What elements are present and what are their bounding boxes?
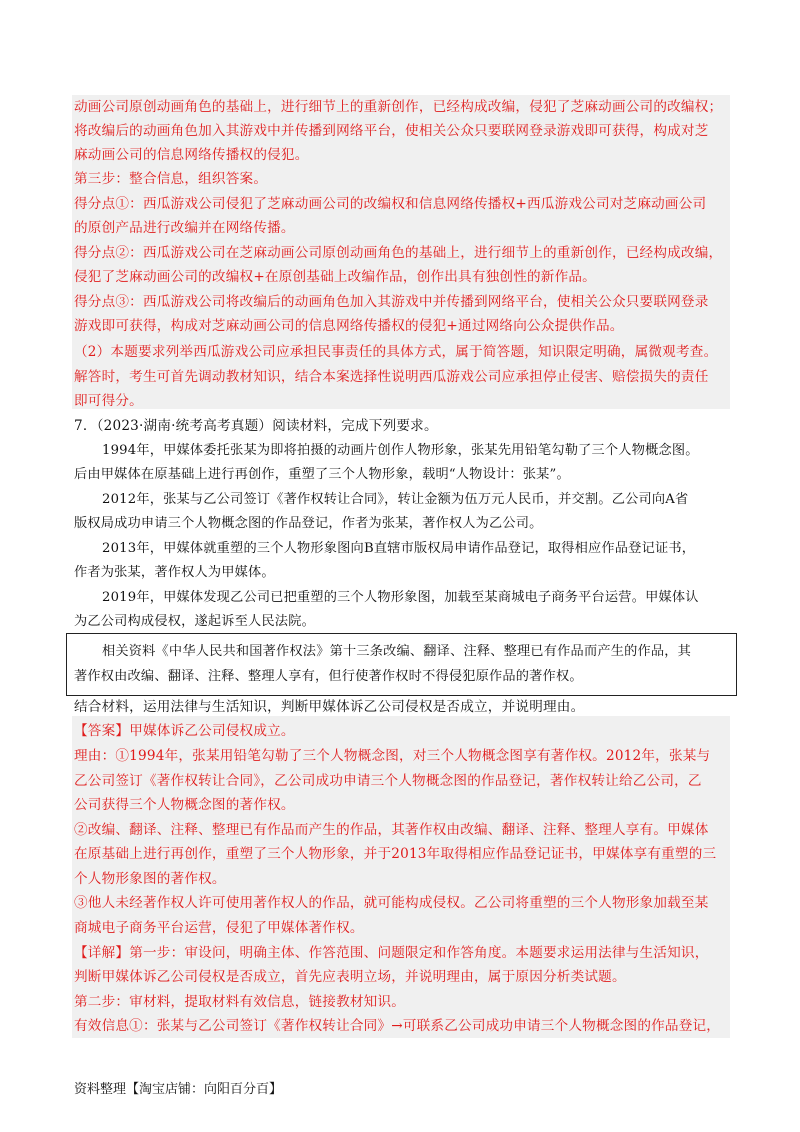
analysis-line: 将改编后的动画角色加入其游戏中并传播到网络平台，使相关公众只要联网登录游戏即可获得，构成对芝: [74, 123, 709, 139]
reason-line: 在原基础上进行再创作，重塑了三个人物形象，并于2013年取得相应作品登记证书，甲媒体享有重塑的三: [74, 846, 717, 862]
reason-line: 个人物形象图的著作权。: [74, 871, 226, 887]
related-material-line: 著作权由改编、翻译、注释、整理人享有，但行使著作权时不得侵犯原作品的著作权。: [74, 669, 583, 684]
analysis-line: 麻动画公司的信息网络传播权的侵犯。: [74, 147, 309, 163]
detail-line: 第二步：审材料，提取材料有效信息，链接教材知识。: [74, 994, 406, 1010]
reason-line: ②改编、翻译、注释、整理已有作品而产生的作品，其著作权由改编、翻译、注释、整理人享有。甲媒体: [74, 822, 709, 838]
reason-line: 理由：①1994年，张某用铅笔勾勒了三个人物概念图，对三个人物概念图享有著作权。2012年，张某与: [74, 748, 711, 764]
analysis-line: 得分点①：西瓜游戏公司侵犯了芝麻动画公司的改编权和信息网络传播权+西瓜游戏公司对芝麻动画公司: [74, 196, 707, 212]
answer-line: [74, 722, 295, 740]
detail-line: 有效信息①：张某与乙公司签订《著作权转让合同》→可联系乙公司成功申请三个人物概念图的作品登记，: [74, 1018, 721, 1034]
analysis-line: 侵犯了芝麻动画公司的改编权+在原创基础上改编作品，创作出具有独创性的新作品。: [74, 269, 596, 285]
analysis-line: 第三步：整合信息，组织答案。: [74, 171, 268, 187]
material-line: 版权局成功申请三个人物概念图的作品登记，作者为张某，著作权人为乙公司。: [74, 516, 543, 531]
detail-text: 第一步：审设问，明确主体、作答范围、问题限定和作答角度。本题要求运用法律与生活知识，: [129, 945, 709, 961]
reason-line: 公司获得三个人物概念图的著作权。: [74, 797, 295, 813]
footer-shop: 【淘宝店铺：向阳百分百】: [126, 1082, 283, 1097]
material-line: 2013年，甲媒体就重塑的三个人物形象图向B直辖市版权局申请作品登记，取得相应作品登记证书，: [102, 541, 696, 556]
page-footer: [74, 1078, 282, 1097]
material-line: 2019年，甲媒体发现乙公司已把重塑的三个人物形象图，加载至某商城电子商务平台运营。甲媒体认: [102, 590, 699, 605]
answer-tag: 【答案】: [74, 723, 130, 739]
analysis-line: 得分点②：西瓜游戏公司在芝麻动画公司原创动画角色的基础上，进行细节上的重新创作，已经构成改编，: [74, 245, 723, 261]
footer-label: 资料整理: [74, 1082, 127, 1097]
question-heading: 7．（2023·湖南·统考高考真题）阅读材料，完成下列要求。: [74, 418, 438, 434]
detail-tag: 【详解】: [74, 945, 130, 961]
analysis-line: （2）本题要求列举西瓜游戏公司应承担民事责任的具体方式，属于简答题，知识限定明确，属微观考查。: [74, 344, 718, 360]
material-line: 为乙公司构成侵权，遂起诉至人民法院。: [74, 614, 315, 629]
analysis-line: 即可得分。: [74, 393, 143, 409]
analysis-line: 游戏即可获得，构成对芝麻动画公司的信息网络传播权的侵犯+通过网络向公众提供作品。: [74, 318, 624, 334]
material-line: 作者为张某，著作权人为甲媒体。: [74, 565, 275, 580]
detail-line: [74, 944, 709, 962]
material-line: 后由甲媒体在原基础上进行再创作，重塑了三个人物形象，载明“人物设计：张某”。: [74, 467, 570, 482]
question-task: 结合材料，运用法律与生活知识，判断甲媒体诉乙公司侵权是否成立，并说明理由。: [74, 699, 585, 715]
analysis-line: 的原创产品进行改编并在网络传播。: [74, 220, 295, 236]
material-line: 2012年，张某与乙公司签订《著作权转让合同》，转让金额为伍万元人民币，并交割。乙公司向A省: [102, 492, 689, 507]
reason-line: ③他人未经著作权人许可使用著作权人的作品，就可能构成侵权。乙公司将重塑的三个人物形象加载至某: [74, 895, 709, 911]
reason-line: 商城电子商务平台运营，侵犯了甲媒体著作权。: [74, 920, 364, 936]
reason-line: 乙公司签订《著作权转让合同》，乙公司成功申请三个人物概念图的作品登记，著作权转让给乙公司，乙: [74, 773, 702, 789]
material-line: 1994年，甲媒体委托张某为即将拍摄的动画片创作人物形象，张某先用铅笔勾勒了三个人物概念图。: [102, 443, 699, 458]
analysis-line: 得分点③：西瓜游戏公司将改编后的动画角色加入其游戏中并传播到网络平台，使相关公众只要联网登录: [74, 294, 709, 310]
analysis-line: 动画公司原创动画角色的基础上，进行细节上的重新创作，已经构成改编，侵犯了芝麻动画公司的改编权；: [74, 99, 723, 115]
related-material-line: 相关资料《中华人民共和国著作权法》第十三条改编、翻译、注释、整理已有作品而产生的作品，其: [102, 644, 692, 659]
detail-line: 判断甲媒体诉乙公司侵权是否成立，首先应表明立场，并说明理由，属于原因分析类试题。: [74, 969, 626, 985]
answer-text: 甲媒体诉乙公司侵权成立。: [129, 723, 295, 739]
analysis-line: 解答时，考生可首先调动教材知识，结合本案选择性说明西瓜游戏公司应承担停止侵害、赔偿损失的责任: [74, 369, 709, 385]
